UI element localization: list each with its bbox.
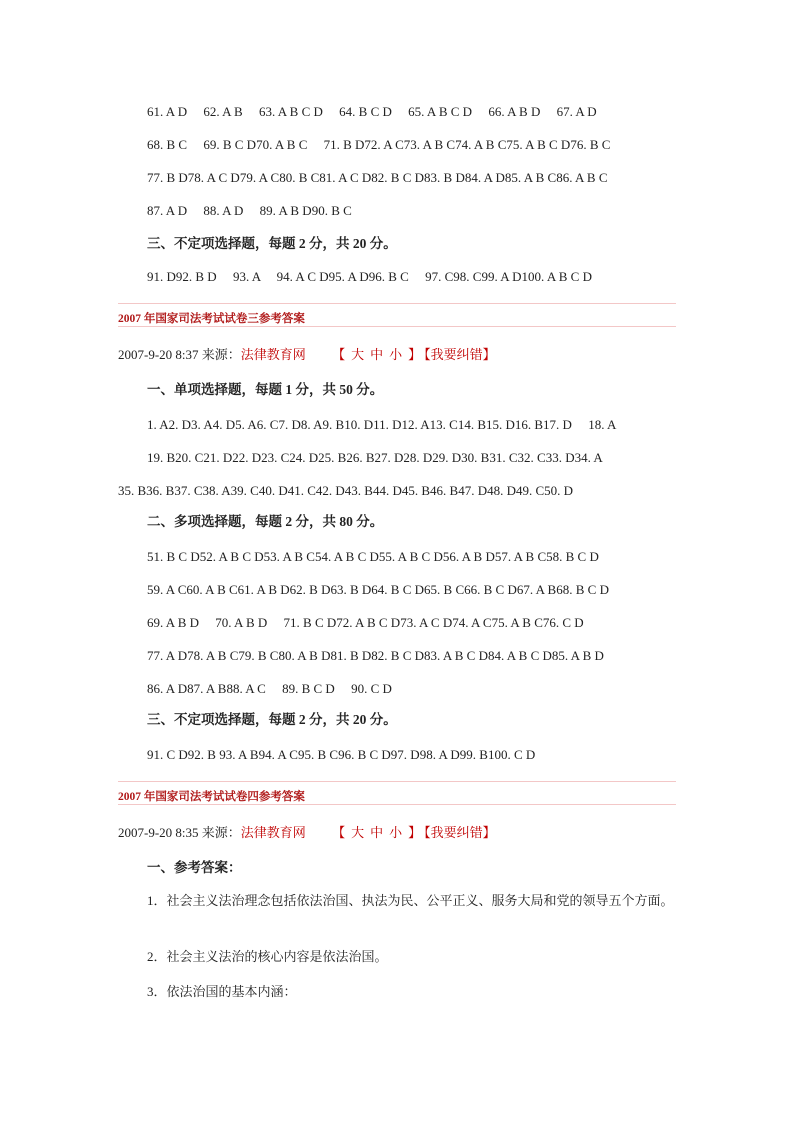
article-title-paper4[interactable]: 2007 年国家司法考试试卷四参考答案 xyxy=(118,791,305,803)
bracket: 】 xyxy=(408,347,422,362)
answer-line: 91. C D92. B 93. A B94. A C95. B C96. B C D97. D98. A D99. B100. C D xyxy=(147,747,536,762)
report-error-link[interactable]: 【我要纠错】 xyxy=(424,825,496,840)
section-heading: 二、多项选择题，每题 2 分，共 80 分。 xyxy=(147,514,384,529)
source-link[interactable]: 法律教育网 xyxy=(240,347,306,362)
answer-line: 86. A D87. A B88. A C 89. B C D 90. C D xyxy=(147,681,392,696)
article-meta xyxy=(118,825,496,841)
answer-line: 91. D92. B D 93. A 94. A C D95. A D96. B C 97. C98. C99. A D100. A B C D xyxy=(147,269,592,284)
answer-line: 51. B C D52. A B C D53. A B C54. A B C D55. A B C D56. A B D57. A B C58. B C D xyxy=(147,549,599,564)
font-size-controls xyxy=(329,825,424,840)
section-heading: 一、参考答案： xyxy=(147,860,242,875)
font-size-medium-link[interactable]: 中 xyxy=(370,825,384,840)
source-link[interactable]: 法律教育网 xyxy=(240,825,306,840)
divider xyxy=(118,326,676,327)
font-size-controls xyxy=(329,347,424,362)
answer-line: 59. A C60. A B C61. A B D62. B D63. B D64. B C D65. B C66. B C D67. A B68. B C D xyxy=(147,582,609,597)
answer-line: 19. B20. C21. D22. D23. C24. D25. B26. B27. D28. D29. D30. B31. C32. C33. D34. A xyxy=(147,450,603,465)
answer-line: 35. B36. B37. C38. A39. C40. D41. C42. D43. B44. D45. B46. B47. D48. D49. C50. D xyxy=(118,483,574,498)
section-heading: 三、不定项选择题，每题 2 分，共 20 分。 xyxy=(147,712,397,727)
answer-line: 77. B D78. A C D79. A C80. B C81. A C D82. B C D83. B D84. A D85. A B C86. A B C xyxy=(147,170,608,185)
font-size-small-link[interactable]: 小 xyxy=(389,825,403,840)
paragraph: 1．社会主义法治理念包括依法治国、执法为民、公平正义、服务大局和党的领导五个方面。 xyxy=(147,893,674,908)
divider xyxy=(118,303,676,304)
article-meta xyxy=(118,347,496,363)
divider xyxy=(118,804,676,805)
paragraph: 3．依法治国的基本内涵： xyxy=(147,984,297,999)
answer-line: 69. A B D 70. A B D 71. B C D72. A B C D73. A C D74. A C75. A B C76. C D xyxy=(147,615,584,630)
section-heading: 一、单项选择题，每题 1 分，共 50 分。 xyxy=(147,382,384,397)
article-date: 2007-9-20 8:35 xyxy=(118,825,199,840)
divider xyxy=(118,781,676,782)
report-error-link[interactable]: 【我要纠错】 xyxy=(424,347,496,362)
font-size-large-link[interactable]: 大 xyxy=(351,347,365,362)
answer-line: 1. A2. D3. A4. D5. A6. C7. D8. A9. B10. D11. D12. A13. C14. B15. D16. B17. D 18. A xyxy=(147,417,617,432)
answer-line: 61. A D 62. A B 63. A B C D 64. B C D 65. A B C D 66. A B D 67. A D xyxy=(147,104,597,119)
bracket: 】 xyxy=(408,825,422,840)
article-date: 2007-9-20 8:37 xyxy=(118,347,199,362)
source-label: 来源： xyxy=(201,347,241,362)
answer-line: 68. B C 69. B C D70. A B C 71. B D72. A C73. A B C74. A B C75. A B C D76. B C xyxy=(147,137,611,152)
section-heading: 三、不定项选择题，每题 2 分，共 20 分。 xyxy=(147,236,397,251)
bracket: 【 xyxy=(332,347,346,362)
answer-line: 77. A D78. A B C79. B C80. A B D81. B D82. B C D83. A B C D84. A B C D85. A B D xyxy=(147,648,604,663)
font-size-small-link[interactable]: 小 xyxy=(389,347,403,362)
paragraph: 2．社会主义法治的核心内容是依法治国。 xyxy=(147,949,388,964)
bracket: 【 xyxy=(332,825,346,840)
answer-line: 87. A D 88. A D 89. A B D90. B C xyxy=(147,203,352,218)
font-size-large-link[interactable]: 大 xyxy=(351,825,365,840)
source-label: 来源： xyxy=(201,825,241,840)
article-title-paper3[interactable]: 2007 年国家司法考试试卷三参考答案 xyxy=(118,313,305,325)
font-size-medium-link[interactable]: 中 xyxy=(370,347,384,362)
